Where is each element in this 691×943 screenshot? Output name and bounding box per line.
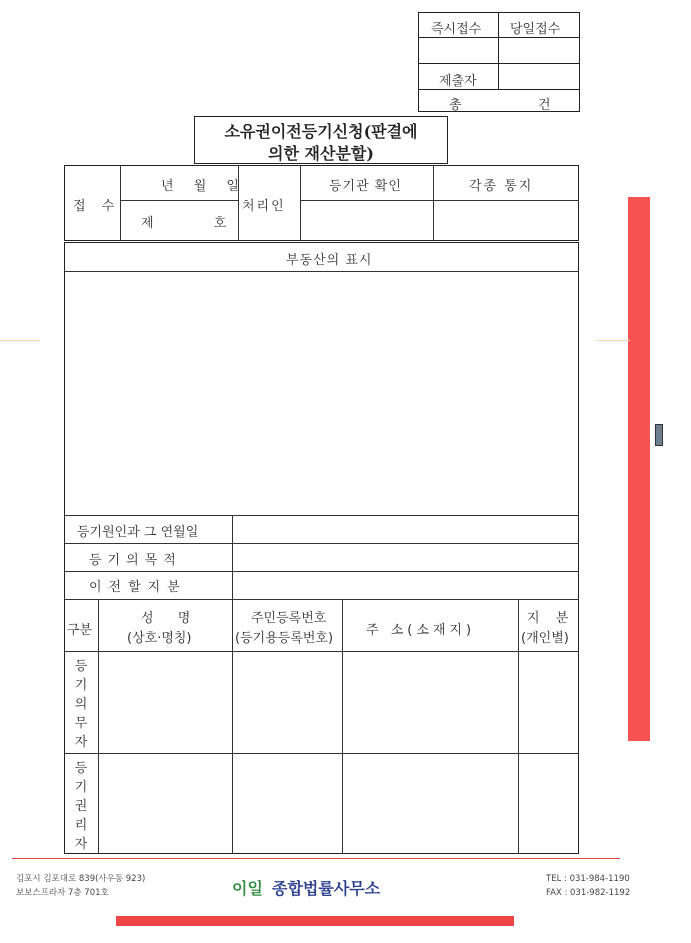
reception-table (64, 165, 579, 241)
resident-no-subheader: (등기용등록번호) (235, 631, 334, 646)
share-header: 지 분 (527, 611, 575, 626)
number-label: 제 호 (141, 216, 255, 231)
title-line-2: 의한 재산분할) (268, 144, 374, 163)
name-header: 성 명 (141, 611, 201, 626)
office-name-part-2: 종합법률사무소 (272, 879, 381, 898)
resident-no-header: 주민등록번호 (251, 611, 327, 626)
category-header: 구분 (67, 623, 93, 638)
share-subheader: (개인별) (521, 631, 569, 646)
footer-red-bar (116, 916, 514, 926)
receipt-box (418, 12, 580, 112)
office-name-part-1: 이일 (232, 879, 263, 898)
cause-date-field[interactable] (235, 517, 576, 541)
count-unit-label: 건 (538, 98, 551, 113)
receipt-label: 접 수 (73, 199, 121, 214)
same-day-receipt-label: 당일접수 (510, 22, 561, 37)
footer-fax: FAX : 031-982-1192 (546, 888, 631, 898)
purpose-label: 등기의목적 (89, 553, 182, 568)
holder-name-field[interactable] (100, 755, 230, 851)
property-header: 부동산의 표시 (286, 253, 373, 268)
holder-resident-no-field[interactable] (234, 755, 340, 851)
holder-label: 등기권리자 (74, 761, 88, 852)
notifications-label: 각종 통지 (469, 179, 534, 194)
transfer-share-label: 이전할지분 (89, 580, 187, 595)
title-line-1: 소유권이전등기신청(판결에 (224, 122, 418, 141)
footer-address-1: 김포시 김포대로 839(사우동 923) (16, 874, 146, 884)
submitter-label: 제출자 (439, 74, 477, 89)
total-label: 총 (449, 98, 462, 113)
obligor-address-field[interactable] (344, 653, 516, 751)
main-table (64, 242, 579, 854)
immediate-receipt-label: 즉시접수 (431, 22, 482, 37)
holder-address-field[interactable] (344, 755, 516, 851)
date-label: 년 월 일 (161, 179, 247, 194)
cause-date-label: 등기원인과 그 연월일 (77, 525, 199, 540)
name-subheader: (상호·명칭) (127, 631, 192, 646)
obligor-label: 등기의무자 (74, 659, 88, 750)
obligor-share-field[interactable] (520, 653, 576, 751)
footer-address-2: 보보스프라자 7층 701호 (16, 888, 109, 898)
obligor-name-field[interactable] (100, 653, 230, 751)
office-logo (232, 876, 380, 899)
holder-share-field[interactable] (520, 755, 576, 851)
obligor-resident-no-field[interactable] (234, 653, 340, 751)
side-red-bar (628, 197, 650, 741)
side-tab-marker (655, 424, 663, 446)
transfer-share-field[interactable] (235, 573, 576, 597)
property-description-area[interactable] (67, 273, 576, 513)
fold-mark-right (596, 340, 630, 341)
footer-tel: TEL : 031-984-1190 (546, 874, 630, 884)
document-title (194, 116, 448, 164)
footer-divider (12, 858, 620, 859)
purpose-field[interactable] (235, 545, 576, 569)
fold-mark-left (0, 340, 40, 341)
registrar-check-label: 등기관 확인 (329, 179, 402, 194)
processing-label: 처리인 (242, 199, 286, 214)
address-header: 주 소(소재지) (366, 623, 476, 638)
